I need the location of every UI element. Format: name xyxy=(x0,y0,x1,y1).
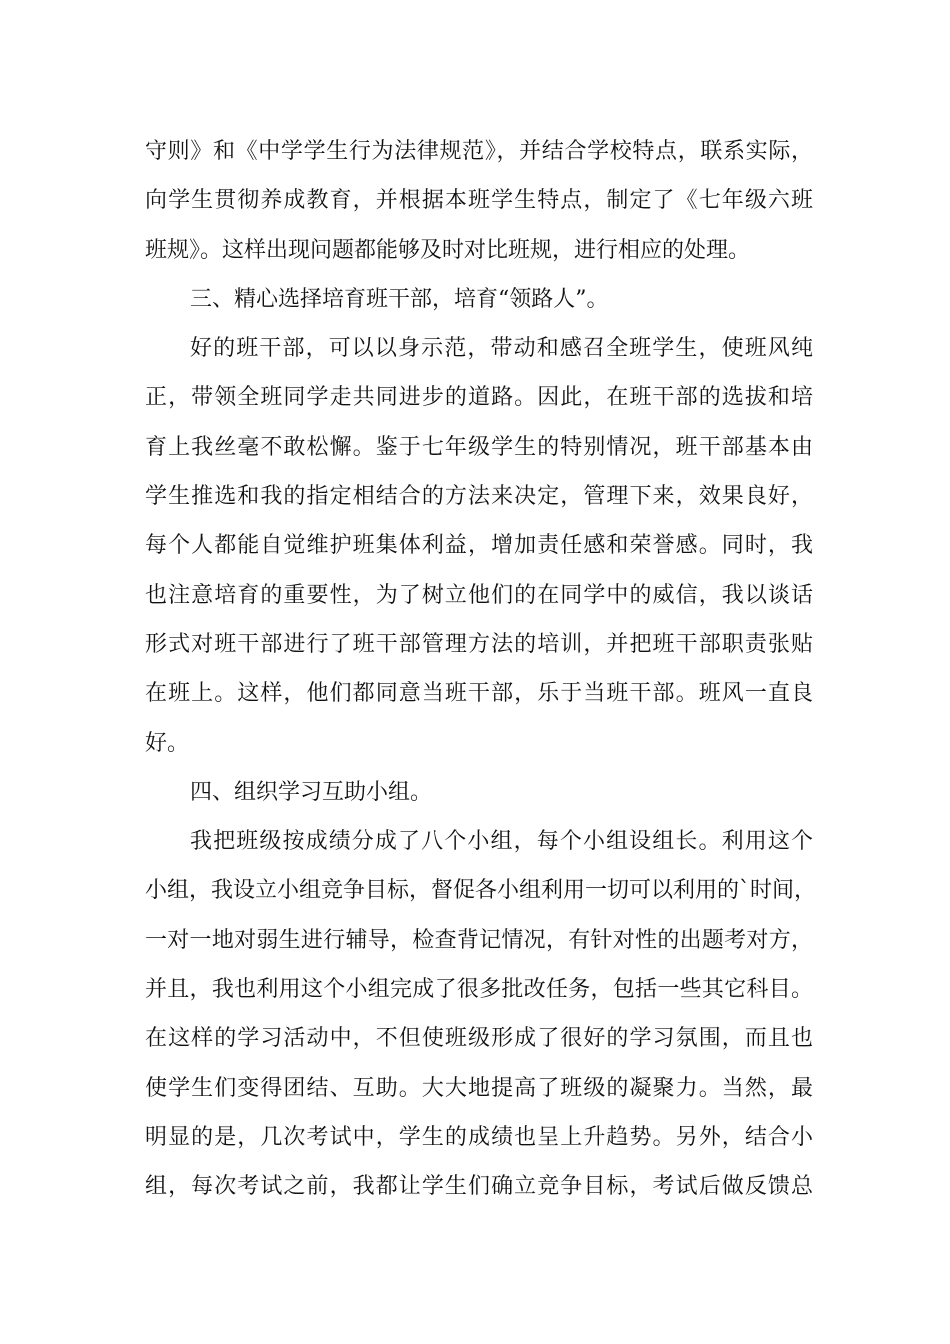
text-line: 育上我丝毫不敢松懈。鉴于七年级学生的特别情况，班干部基本由 xyxy=(145,434,813,460)
text-line: 使学生们变得团结、互助。大大地提高了班级的凝聚力。当然，最 xyxy=(145,1075,813,1101)
text-line: 形式对班干部进行了班干部管理方法的培训，并把班干部职责张贴 xyxy=(145,631,813,657)
text-line: 好。 xyxy=(145,730,190,756)
text-line: 明显的是，几次考试中，学生的成绩也呈上升趋势。另外，结合小 xyxy=(145,1124,813,1150)
text-line: 也注意培育的重要性，为了树立他们的在同学中的威信，我以谈话 xyxy=(145,582,813,608)
text-line: 在班上。这样，他们都同意当班干部，乐于当班干部。班风一直良 xyxy=(145,681,813,707)
text-line: 在这样的学习活动中，不但使班级形成了很好的学习氛围，而且也 xyxy=(145,1026,813,1052)
text-line: 每个人都能自觉维护班集体利益，增加责任感和荣誉感。同时，我 xyxy=(145,533,813,559)
text-line: 班规》。这样出现问题都能够及时对比班规，进行相应的处理。 xyxy=(145,237,751,263)
text-line: 组，每次考试之前，我都让学生们确立竞争目标，考试后做反馈总 xyxy=(145,1174,813,1200)
text-line: 并且，我也利用这个小组完成了很多批改任务，包括一些其它科目。 xyxy=(145,977,813,1003)
text-line: 一对一地对弱生进行辅导，检查背记情况，有针对性的出题考对方， xyxy=(145,927,813,953)
text-line: 小组，我设立小组竞争目标，督促各小组利用一切可以利用的`时间， xyxy=(145,878,817,904)
section-heading: 三、精心选择培育班干部，培育“领路人”。 xyxy=(190,286,609,312)
text-line: 守则》和《中学学生行为法律规范》，并结合学校特点，联系实际， xyxy=(145,139,813,164)
body-text xyxy=(145,127,817,1212)
text-line: 向学生贯彻养成教育，并根据本班学生特点，制定了《七年级六班 xyxy=(145,188,813,214)
section-heading: 四、组织学习互助小组。 xyxy=(190,779,433,805)
text-line: 学生推选和我的指定相结合的方法来决定，管理下来，效果良好， xyxy=(145,484,813,510)
text-line: 正，带领全班同学走共同进步的道路。因此，在班干部的选拔和培 xyxy=(145,385,813,411)
text-line: 我把班级按成绩分成了八个小组，每个小组设组长。利用这个 xyxy=(190,829,813,855)
text-line: 好的班干部，可以以身示范，带动和感召全班学生，使班风纯 xyxy=(190,336,813,362)
